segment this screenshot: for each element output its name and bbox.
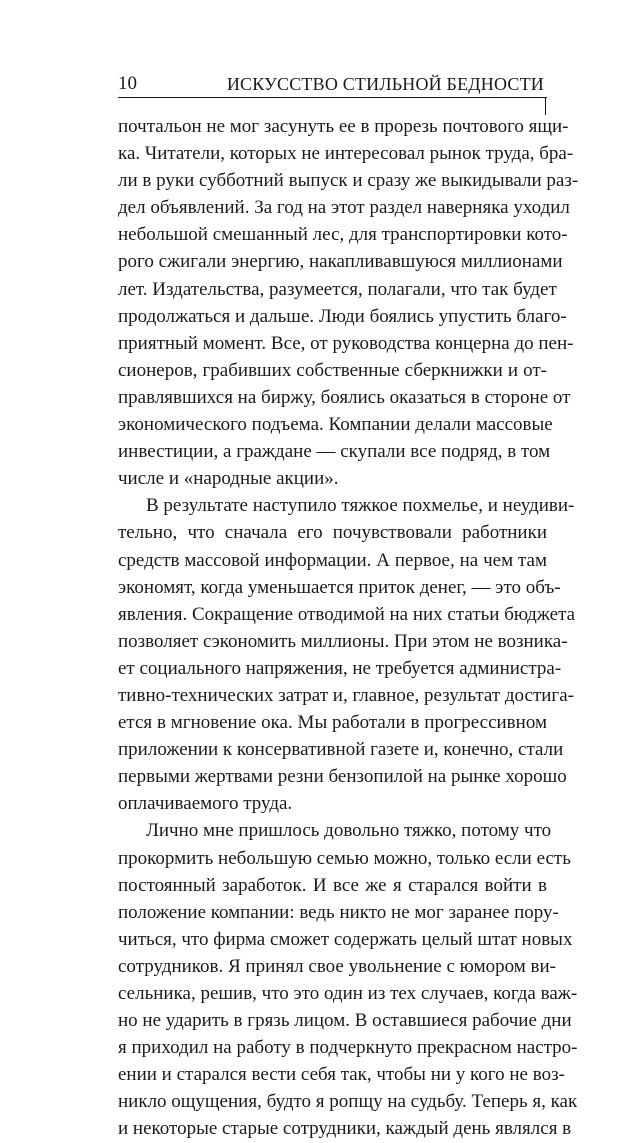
text-line: дел объявлений. За год на этот раздел наверняка уходил <box>118 197 570 219</box>
text-line: явления. Сокращение отводимой на них статьи бюджета <box>118 603 576 625</box>
text-line: постоянный заработок. И все же я старался войти в <box>118 874 547 896</box>
text-line: приятный момент. Все, от руководства концерна до пен- <box>118 332 574 354</box>
text-line: правлявшихся на биржу, боялись оказаться в стороне от <box>118 386 571 408</box>
body-text <box>118 113 579 1143</box>
text-line: числе и «народные акции». <box>118 468 339 490</box>
text-line: сельника, решив, что это один из тех случаев, когда важ- <box>118 983 578 1004</box>
text-line: средств массовой информации. А первое, на чем там <box>118 549 547 571</box>
running-head <box>118 72 546 96</box>
text-line: но не ударить в грязь лицом. В оставшиеся рабочие дни <box>118 1010 572 1032</box>
text-line: ении и старался вести себя так, чтобы ни у кого не воз- <box>118 1064 565 1086</box>
text-line: ется в мгновение ока. Мы работали в прогрессивном <box>118 712 547 734</box>
text-line: я приходил на работу в подчеркнуто прекрасном настро- <box>118 1037 578 1059</box>
text-line: сионеров, грабивших собственные сберкнижки и от- <box>118 359 547 381</box>
text-line: лет. Издательства, разумеется, полагали, что так будет <box>118 278 557 300</box>
text-line: прокормить небольшую семью можно, только если есть <box>118 847 571 869</box>
page-number: 10 <box>118 73 137 94</box>
text-line: ли в руки субботний выпуск и сразу же выкидывали раз- <box>118 170 579 192</box>
paragraph <box>118 817 578 1142</box>
text-line: Лично мне пришлось довольно тяжко, потому что <box>146 820 552 842</box>
text-line: инвестиции, а граждане — скупали все подряд, в том <box>118 441 551 463</box>
text-line: ет социального напряжения, не требуется администра- <box>118 657 562 679</box>
text-line: приложении к консервативной газете и, конечно, стали <box>118 739 564 761</box>
text-line: тельно, что сначала его почувствовали работники <box>118 522 547 544</box>
text-line: небольшой смешанный лес, для транспортировки кото- <box>118 224 568 246</box>
text-line: и некоторые старые сотрудники, каждый день являлся в <box>118 1118 572 1140</box>
book-title: ИСКУССТВО СТИЛЬНОЙ БЕДНОСТИ <box>226 74 544 94</box>
text-line: оплачиваемого труда. <box>118 793 293 815</box>
text-line: позволяет сэкономить миллионы. При этом не возника- <box>118 630 568 652</box>
text-line: читься, что фирма сможет содержать целый штат новых <box>118 928 573 950</box>
text-line: ка. Читатели, которых не интересовал рынок труда, бра- <box>118 143 574 165</box>
text-line: никло ощущения, будто я ропщу на судьбу. Теперь я, как <box>118 1091 578 1113</box>
text-line: продолжаться и дальше. Люди боялись упустить благо- <box>118 305 567 327</box>
text-line: тивно-технических затрат и, главное, результат достига- <box>118 684 574 706</box>
text-line: экономического подъема. Компании делали массовые <box>118 414 553 436</box>
header-rule <box>118 97 547 98</box>
text-line: экономят, когда уменьшается приток денег, — это объ- <box>118 576 561 598</box>
paragraph <box>118 113 579 492</box>
text-line: первыми жертвами резни бензопилой на рынке хорошо <box>118 766 567 788</box>
text-line: положение компании: ведь никто не мог заранее пору- <box>118 901 559 923</box>
paragraph <box>118 492 576 817</box>
text-line: В результате наступило тяжкое похмелье, и неудиви- <box>146 495 575 517</box>
text-line: рого сжигали энергию, накапливавшуюся миллионами <box>118 251 563 273</box>
text-line: сотрудников. Я принял свое увольнение с юмором ви- <box>118 955 556 977</box>
text-line: почтальон не мог засунуть ее в прорезь почтового ящи- <box>118 116 569 137</box>
